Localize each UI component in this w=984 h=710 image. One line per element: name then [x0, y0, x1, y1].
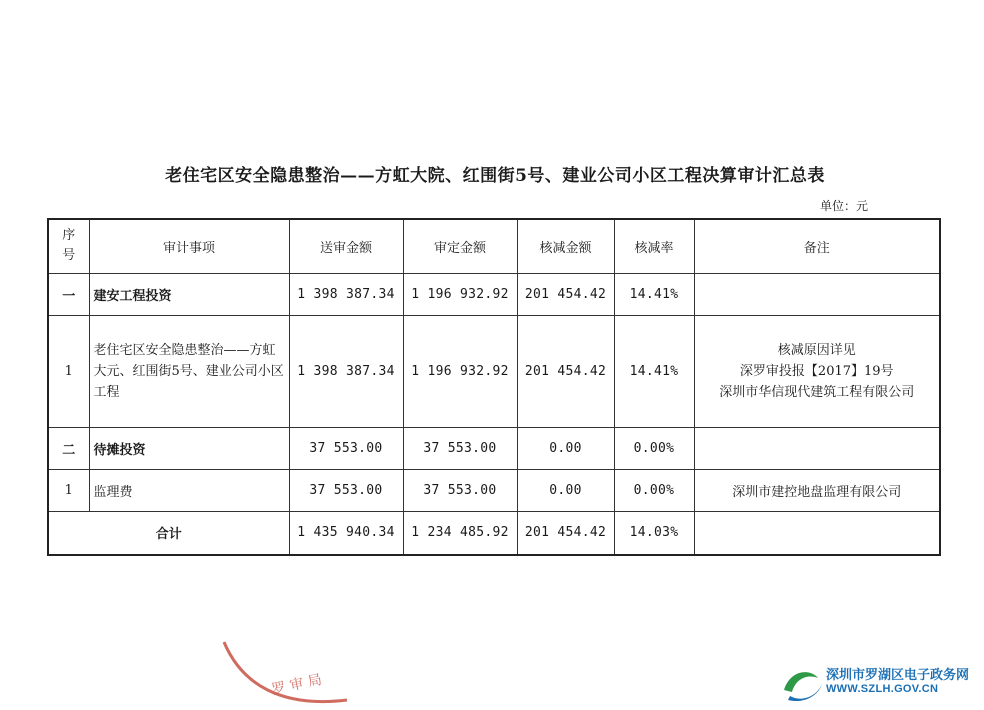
- row-approved: 1 196 932.92: [403, 273, 517, 315]
- total-reduced: 201 454.42: [517, 511, 614, 555]
- row-remark: [694, 427, 940, 469]
- row-submitted: 37 553.00: [289, 427, 403, 469]
- row-approved: 37 553.00: [403, 427, 517, 469]
- table-row: [48, 469, 940, 511]
- row-approved: 37 553.00: [403, 469, 517, 511]
- unit-label: 单位：元: [820, 199, 869, 213]
- row-reduced: 0.00: [517, 427, 614, 469]
- row-remark: [694, 273, 940, 315]
- audit-summary-table: [47, 218, 941, 556]
- red-seal-stamp: [222, 630, 362, 710]
- row-rate: 0.00%: [614, 427, 694, 469]
- row-item: 老住宅区安全隐患整治——方虹大元、红围街5号、建业公司小区工程: [89, 315, 289, 427]
- row-item: 待摊投资: [89, 427, 289, 469]
- site-name: 深圳市罗湖区电子政务网: [826, 668, 970, 683]
- table-row: [48, 427, 940, 469]
- row-approved: 1 196 932.92: [403, 315, 517, 427]
- total-remark: [694, 511, 940, 555]
- table-header-row: [48, 219, 940, 273]
- row-remark: 核减原因详见 深罗审投报【2017】19号 深圳市华信现代建筑工程有限公司: [694, 315, 940, 427]
- row-seq: 二: [48, 427, 89, 469]
- row-submitted: 1 398 387.34: [289, 273, 403, 315]
- row-rate: 14.41%: [614, 315, 694, 427]
- row-submitted: 37 553.00: [289, 469, 403, 511]
- total-rate: 14.03%: [614, 511, 694, 555]
- header-submitted: 送审金额: [289, 219, 403, 273]
- total-approved: 1 234 485.92: [403, 511, 517, 555]
- header-remark: 备注: [694, 219, 940, 273]
- row-item: 监理费: [89, 469, 289, 511]
- header-rate: 核减率: [614, 219, 694, 273]
- row-seq: 1: [48, 469, 89, 511]
- row-seq: 1: [48, 315, 89, 427]
- row-rate: 0.00%: [614, 469, 694, 511]
- row-seq: 一: [48, 273, 89, 315]
- header-seq: 序 号: [48, 219, 89, 273]
- row-reduced: 201 454.42: [517, 315, 614, 427]
- table-total-row: [48, 511, 940, 555]
- row-reduced: 201 454.42: [517, 273, 614, 315]
- row-submitted: 1 398 387.34: [289, 315, 403, 427]
- row-item: 建安工程投资: [89, 273, 289, 315]
- site-url[interactable]: WWW.SZLH.GOV.CN: [826, 683, 939, 695]
- header-reduced: 核减金额: [517, 219, 614, 273]
- row-rate: 14.41%: [614, 273, 694, 315]
- svg-text:罗 审 局: 罗 审 局: [270, 671, 324, 699]
- header-item: 审计事项: [89, 219, 289, 273]
- row-reduced: 0.00: [517, 469, 614, 511]
- document-title: 老住宅区安全隐患整治——方虹大院、红围街5号、建业公司小区工程决算审计汇总表: [165, 166, 825, 186]
- table-row: [48, 273, 940, 315]
- total-label: 合计: [48, 511, 289, 555]
- row-remark: 深圳市建控地盘监理有限公司: [694, 469, 940, 511]
- table-row: [48, 315, 940, 427]
- total-submitted: 1 435 940.34: [289, 511, 403, 555]
- header-approved: 审定金额: [403, 219, 517, 273]
